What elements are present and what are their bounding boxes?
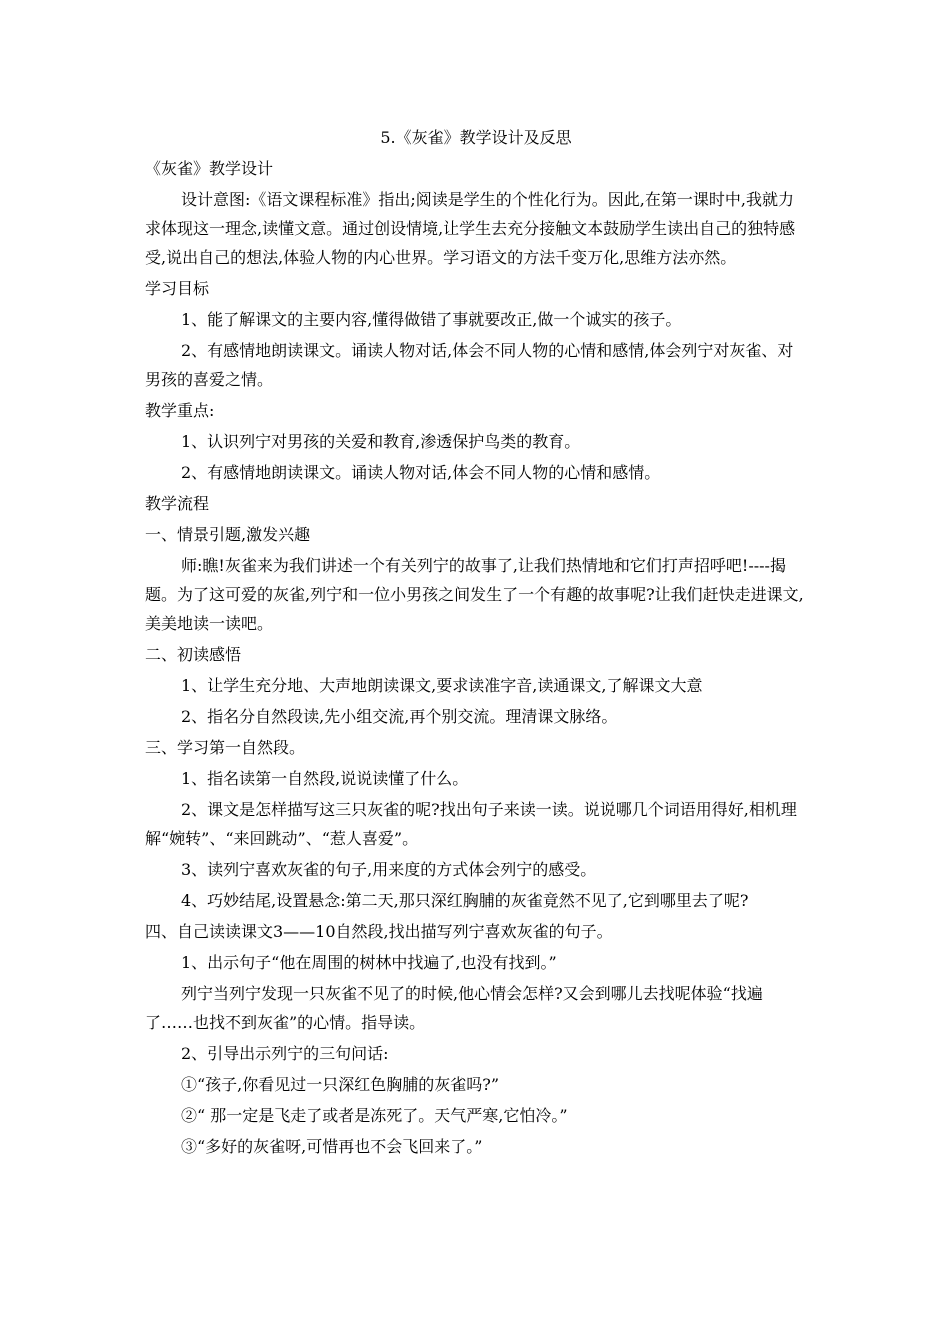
paragraph: 3、读列宁喜欢灰雀的句子,用来度的方式体会列宁的感受。 [181, 860, 597, 879]
section-heading: 《灰雀》教学设计 [145, 159, 274, 178]
paragraph: 1、出示句子“他在周围的树林中找遍了,也没有找到。” [181, 953, 557, 972]
paragraph: ③“多好的灰雀呀,可惜再也不会飞回来了。” [181, 1137, 483, 1156]
section-heading: 学习目标 [145, 279, 210, 298]
paragraph: ②“ 那一定是飞走了或者是冻死了。天气严寒,它怕冷。” [181, 1106, 568, 1125]
paragraph: 2、引导出示列宁的三句问话: [181, 1044, 389, 1063]
paragraph-list [145, 154, 807, 1161]
paragraph: 1、能了解课文的主要内容,懂得做错了事就要改正,做一个诚实的孩子。 [181, 310, 682, 329]
paragraph: 1、让学生充分地、大声地朗读课文,要求读准字音,读通课文,了解课文大意 [181, 676, 703, 695]
document-body [145, 123, 807, 1161]
section-heading: 二、初读感悟 [145, 645, 242, 664]
paragraph: ①“孩子,你看见过一只深红色胸脯的灰雀吗?” [181, 1075, 500, 1094]
paragraph: 1、认识列宁对男孩的关爱和教育,渗透保护鸟类的教育。 [181, 432, 581, 451]
paragraph: 师:瞧!灰雀来为我们讲述一个有关列宁的故事了,让我们热情地和它们打声招呼吧!----揭题。为了这可爱的灰雀,列宁和一位小男孩之间发生了一个有趣的故事呢?让我们赶快走进课文,美美地读一读吧。 [145, 556, 804, 633]
section-heading: 教学重点: [145, 401, 215, 420]
paragraph: 2、课文是怎样描写这三只灰雀的呢?找出句子来读一读。说说哪几个词语用得好,相机理解“婉转”、“来回跳动”、“惹人喜爱”。 [145, 800, 797, 848]
paragraph: 列宁当列宁发现一只灰雀不见了的时候,他心情会怎样?又会到哪儿去找呢体验“找遍了……也找不到灰雀”的心情。指导读。 [145, 984, 763, 1032]
paragraph: 2、有感情地朗读课文。诵读人物对话,体会不同人物的心情和感情,体会列宁对灰雀、对男孩的喜爱之情。 [145, 341, 794, 389]
paragraph: 1、指名读第一自然段,说说读懂了什么。 [181, 769, 469, 788]
section-heading: 教学流程 [145, 494, 210, 513]
section-heading: 四、自己读读课文3——10自然段,找出描写列宁喜欢灰雀的句子。 [145, 922, 613, 941]
section-heading: 三、学习第一自然段。 [145, 738, 306, 757]
paragraph: 设计意图:《语文课程标准》指出;阅读是学生的个性化行为。因此,在第一课时中,我就力求体现这一理念,读懂文意。通过创设情境,让学生去充分接触文本鼓励学生读出自己的独特感受,说出自己的想法,体验人物的内心世界。学习语文的方法千变万化,思维方法亦然。 [145, 190, 796, 267]
document-title: 5.《灰雀》教学设计及反思 [380, 128, 572, 147]
paragraph: 2、有感情地朗读课文。诵读人物对话,体会不同人物的心情和感情。 [181, 463, 661, 482]
section-heading: 一、情景引题,激发兴趣 [145, 525, 311, 544]
paragraph: 4、巧妙结尾,设置悬念:第二天,那只深红胸脯的灰雀竟然不见了,它到哪里去了呢? [181, 891, 749, 910]
paragraph: 2、指名分自然段读,先小组交流,再个别交流。理清课文脉络。 [181, 707, 618, 726]
